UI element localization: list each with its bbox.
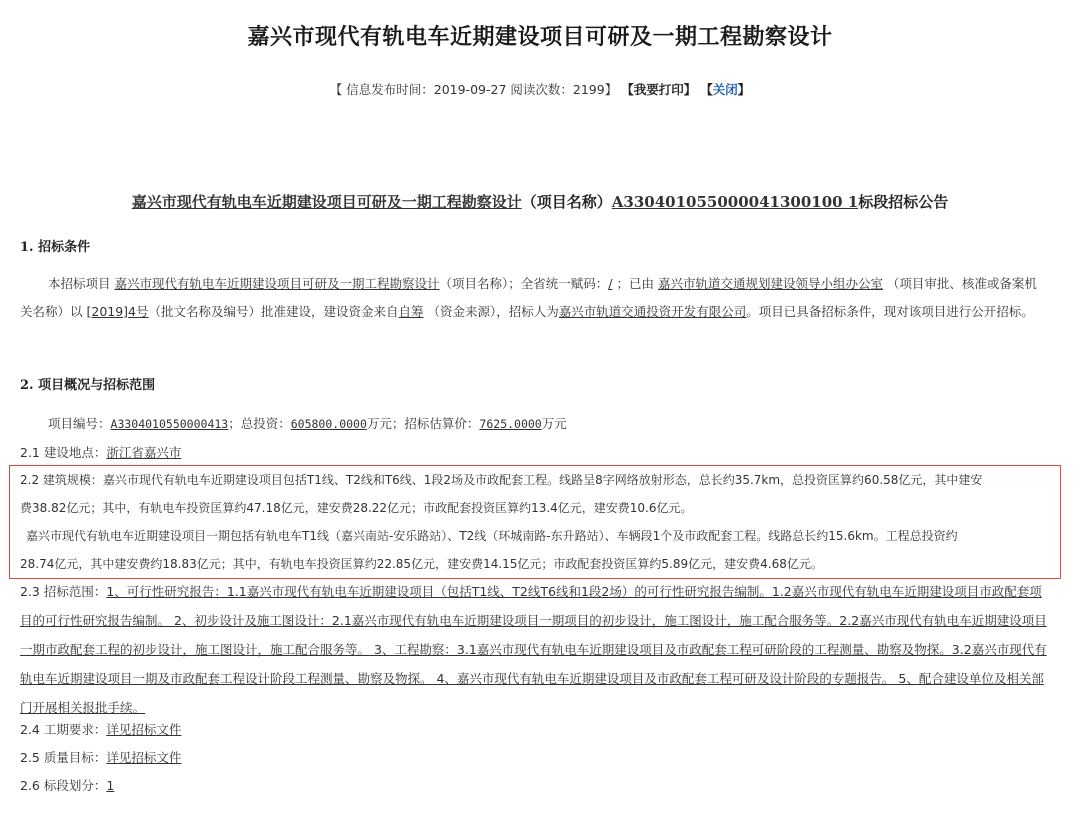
location-line: 2.1 建设地点：浙江省嘉兴市 — [20, 445, 182, 460]
subtitle-project-code: A330401055000041300100 1 — [611, 193, 859, 211]
publish-date: 2019-09-27 — [433, 82, 507, 97]
quality-line: 2.5 质量目标：详见招标文件 — [20, 750, 182, 765]
views-label: 阅读次数： — [510, 82, 573, 97]
period-line: 2.4 工期要求：详见招标文件 — [20, 722, 182, 737]
lots-line: 2.6 标段划分：1 — [20, 778, 115, 793]
print-button[interactable]: 【我要打印】 — [621, 82, 697, 97]
scale-line-1: 2.2 建筑规模：嘉兴市现代有轨电车近期建设项目包括T1线、T2线和T6线、1段2场及市政配套工程。线路呈8字网络放射形态，总长约35.7km，总投资匡算约60.58亿元，其中建安 — [20, 473, 983, 487]
subtitle-project-name: 嘉兴市现代有轨电车近期建设项目可研及一期工程勘察设计 — [131, 193, 522, 211]
section-2-heading: 2. 项目概况与招标范围 — [20, 378, 156, 393]
page-title: 嘉兴市现代有轨电车近期建设项目可研及一期工程勘察设计 — [247, 25, 833, 50]
notice-subtitle: 嘉兴市现代有轨电车近期建设项目可研及一期工程勘察设计（项目名称）A330401055000041300100 1标段招标公告 — [131, 193, 949, 211]
section-1-heading: 1. 招标条件 — [20, 240, 91, 255]
scale-line-4: 28.74亿元，其中建安费约18.83亿元；其中，有轨电车投资匡算约22.85亿元，建安费14.15亿元；市政配套投资匡算约5.89亿元，建安费4.68亿元。 — [20, 557, 823, 571]
scale-line-2: 费38.82亿元；其中，有轨电车投资匡算约47.18亿元，建安费28.22亿元；市政配套投资匡算约13.4亿元，建安费10.6亿元。 — [20, 501, 693, 515]
scope-paragraph: 2.3 招标范围：1、可行性研究报告：1.1嘉兴市现代有轨电车近期建设项目（包括T1线、T2线T6线和1段2场）的可行性研究报告编制。1.2嘉兴市现代有轨电车近期建设项目市政配套项目的可行性研究报告编制。 2、初步设计及施工图设计：2.1嘉兴市现代有轨电车近期建设项目一期项目的初步设计，施工图设计，施工配合服务等。2.2嘉兴市现代有轨电车近期建设项目一期市政配套工程的初步设计，施工图设计，施工配合服务等。 3、工程勘察：3.1嘉兴市现代有轨电车近期建设项目及市政配套工程可研阶段的工程测量、勘察及物探。3.2嘉兴市现代有轨电车近期建设项目一期及市政配套工程设计阶段工程测量、勘察及物探。 4、嘉兴市现代有轨电车近期建设项目及市政配套工程可研及设计阶段的专题报告。 5、配合建设单位及相关部门开展相关报批手续。 — [20, 584, 1047, 715]
publish-label: 信息发布时间： — [346, 82, 434, 97]
views-count: 2199 — [572, 82, 605, 97]
section-1-paragraph: 本招标项目 嘉兴市现代有轨电车近期建设项目可研及一期工程勘察设计（项目名称）；全省统一赋码：/ ；已由 嘉兴市轨道交通规划建设领导小组办公室 （项目审批、核准或备案机关名称）以 [2019]4号（批文名称及编号）批准建设，建设资金来自自筹 （资金来源），招标人为嘉兴市轨道交通投资开发有限公司。项目已具备招标条件，现对该项目进行公开招标。 — [20, 276, 1037, 319]
scale-line-3: 嘉兴市现代有轨电车近期建设项目一期包括有轨电车T1线（嘉兴南站-安乐路站）、T2线（环城南路-东升路站）、车辆段1个及市政配套工程。线路总长约15.6km。工程总投资约 — [26, 529, 958, 543]
close-link[interactable]: 关闭 — [712, 82, 738, 97]
project-code-line: 项目编号：A3304010550000413；总投资：605800.0000万元；招标估算价：7625.0000万元 — [48, 416, 567, 431]
info-bar: 【 信息发布时间：2019-09-27 阅读次数：2199】 【我要打印】 【关闭】 — [329, 82, 751, 97]
